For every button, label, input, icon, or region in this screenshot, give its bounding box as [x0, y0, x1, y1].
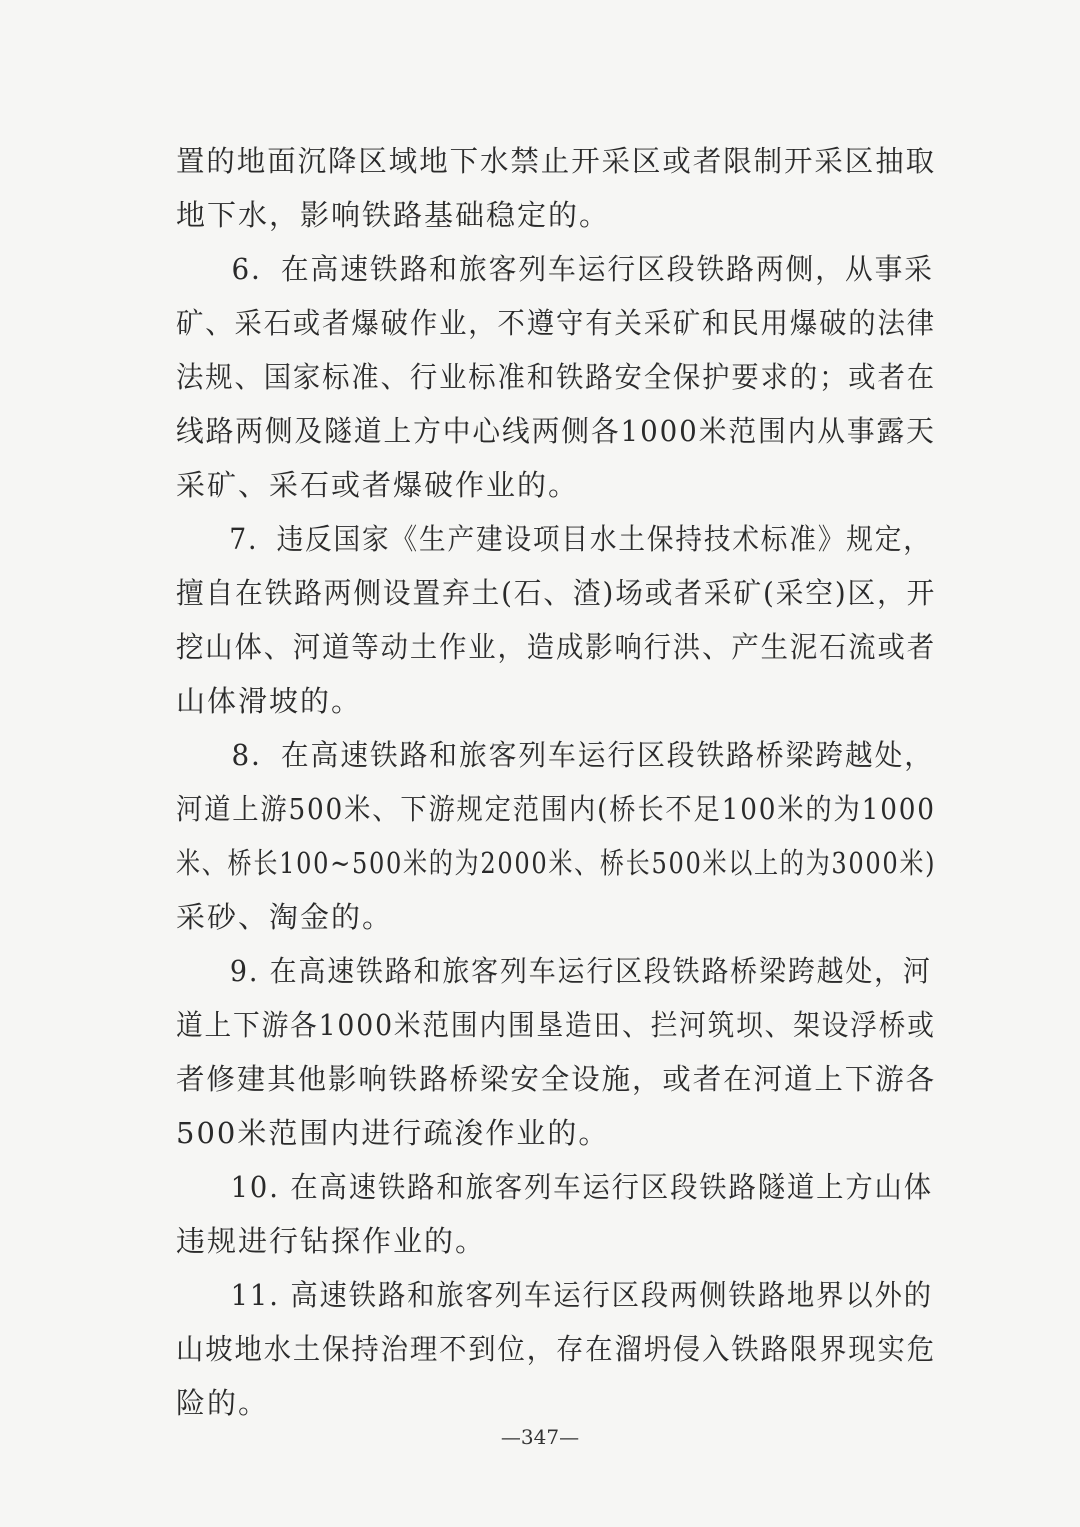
paragraph	[176, 134, 936, 242]
text-line: 河道上游500米、下游规定范围内(桥长不足100米的为1000	[176, 792, 936, 826]
text-line: 10. 在高速铁路和旅客列车运行区段铁路隧道上方山体	[230, 1170, 933, 1204]
text-line: 线路两侧及隧道上方中心线两侧各1000米范围内从事露天	[176, 414, 936, 448]
text-line: 法规、国家标准、行业标准和铁路安全保护要求的；或者在	[176, 360, 937, 394]
text-line: 置的地面沉降区域地下水禁止开采区或者限制开采区抽取	[176, 144, 937, 178]
text-line: 采矿、采石或者爆破作业的。	[176, 468, 580, 502]
paragraph	[176, 242, 936, 512]
text-line: 7．违反国家《生产建设项目水土保持技术标准》规定，	[229, 522, 932, 556]
text-line: 矿、采石或者爆破作业，不遵守有关采矿和民用爆破的法律	[176, 306, 937, 340]
paragraph	[176, 512, 936, 728]
text-line: 地下水，影响铁路基础稳定的。	[176, 198, 611, 232]
text-line: 山坡地水土保持治理不到位，存在溜坍侵入铁路限界现实危	[176, 1332, 937, 1366]
paragraph	[176, 728, 936, 944]
paragraph	[176, 944, 936, 1160]
text-line: 采砂、淘金的。	[176, 900, 394, 934]
text-line: 违规进行钻探作业的。	[176, 1224, 487, 1258]
text-line: 9. 在高速铁路和旅客列车运行区段铁路桥梁跨越处，河	[229, 954, 932, 988]
paragraph	[176, 1160, 936, 1268]
text-line: 11. 高速铁路和旅客列车运行区段两侧铁路地界以外的	[230, 1278, 933, 1312]
text-line: 8．在高速铁路和旅客列车运行区段铁路桥梁跨越处，	[231, 738, 934, 772]
text-line: 6．在高速铁路和旅客列车运行区段铁路两侧，从事采	[231, 252, 934, 286]
page-number: —347—	[500, 1425, 580, 1449]
text-line: 500米范围内进行疏浚作业的。	[176, 1116, 610, 1150]
text-line: 擅自在铁路两侧设置弃土(石、渣)场或者采矿(采空)区，开	[176, 576, 937, 610]
text-line: 山体滑坡的。	[176, 684, 363, 718]
text-line: 挖山体、河道等动土作业，造成影响行洪、产生泥石流或者	[176, 630, 937, 664]
text-line: 者修建其他影响铁路桥梁安全设施，或者在河道上下游各	[176, 1062, 937, 1096]
text-line: 险的。	[176, 1386, 270, 1420]
text-line: 道上下游各1000米范围内围垦造田、拦河筑坝、架设浮桥或	[176, 1008, 936, 1042]
document-body	[176, 134, 936, 1430]
text-line: 米、桥长100~500米的为2000米、桥长500米以上的为3000米)	[176, 846, 937, 880]
paragraph	[176, 1268, 936, 1430]
